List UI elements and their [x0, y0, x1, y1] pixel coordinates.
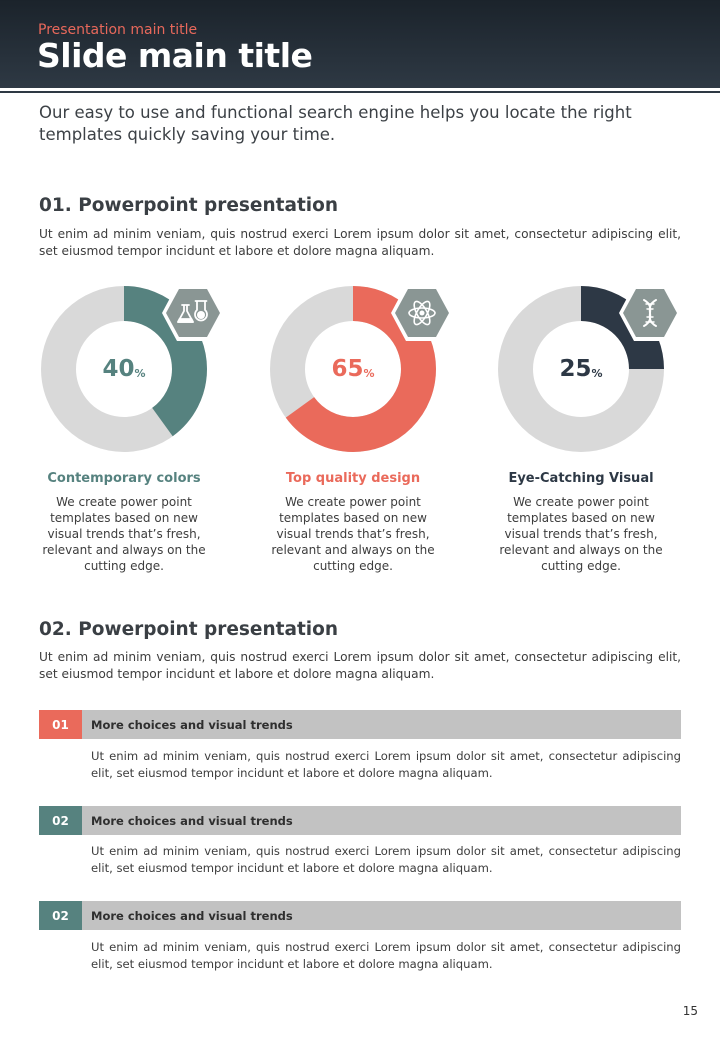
header-banner	[0, 0, 720, 88]
section1-heading: 01. Powerpoint presentation	[39, 195, 339, 216]
card-text: We create power point templates based on new visual trends that’s fresh, relevant and always on the cutting edge.	[499, 495, 663, 573]
header-divider	[0, 91, 720, 93]
card-title-top-quality-design: Top quality design	[285, 471, 421, 486]
card-text: We create power point templates based on new visual trends that’s fresh, relevant and always on the cutting edge.	[271, 495, 435, 573]
item-text: Ut enim ad minim veniam, quis nostrud exerci Lorem ipsum dolor sit amet, consectetur adipiscing elit, set eiusmod tempor incidunt et labore et dolore magna aliquam.	[91, 844, 681, 875]
item-number-badge: 02	[39, 901, 82, 930]
item-label: More choices and visual trends	[91, 717, 293, 732]
section2-heading: 02. Powerpoint presentation	[39, 619, 339, 640]
slide-title: Slide main title	[37, 36, 313, 75]
hexagon-badge	[161, 284, 225, 342]
card-title-eye-catching-visual: Eye-Catching Visual	[508, 471, 654, 486]
item-bar-3	[39, 901, 681, 930]
page-number: 15	[682, 1004, 698, 1018]
item-text: Ut enim ad minim veniam, quis nostrud exerci Lorem ipsum dolor sit amet, consectetur adipiscing elit, set eiusmod tempor incidunt et labore et dolore magna aliquam.	[91, 940, 681, 971]
section2-body: Ut enim ad minim veniam, quis nostrud exerci Lorem ipsum dolor sit amet, consectetur adipiscing elit, set eiusmod tempor incidunt et labore et dolore magna aliquam.	[39, 650, 681, 681]
item-bar-2	[39, 806, 681, 835]
item-text: Ut enim ad minim veniam, quis nostrud exerci Lorem ipsum dolor sit amet, consectetur adipiscing elit, set eiusmod tempor incidunt et labore et dolore magna aliquam.	[91, 749, 681, 780]
presentation-subtitle: Presentation main title	[38, 22, 198, 38]
donut-percent: 25 %	[559, 356, 603, 382]
item-label: More choices and visual trends	[91, 813, 293, 828]
card-title-contemporary-colors: Contemporary colors	[47, 471, 201, 486]
intro-text: Our easy to use and functional search engine helps you locate the right templates quickly saving your time.	[39, 103, 632, 144]
donut-percent: 65 %	[331, 356, 375, 382]
item-bar-1	[39, 710, 681, 739]
item-number-badge: 02	[39, 806, 82, 835]
donut-percent: 40 %	[102, 356, 146, 382]
card-text: We create power point templates based on new visual trends that’s fresh, relevant and always on the cutting edge.	[42, 495, 206, 573]
section1-body: Ut enim ad minim veniam, quis nostrud exerci Lorem ipsum dolor sit amet, consectetur adipiscing elit, set eiusmod tempor incidunt et labore et dolore magna aliquam.	[39, 227, 681, 258]
item-label: More choices and visual trends	[91, 908, 293, 923]
hexagon-badge	[618, 284, 682, 342]
hexagon-badge	[390, 284, 454, 342]
item-number-badge: 01	[39, 710, 82, 739]
